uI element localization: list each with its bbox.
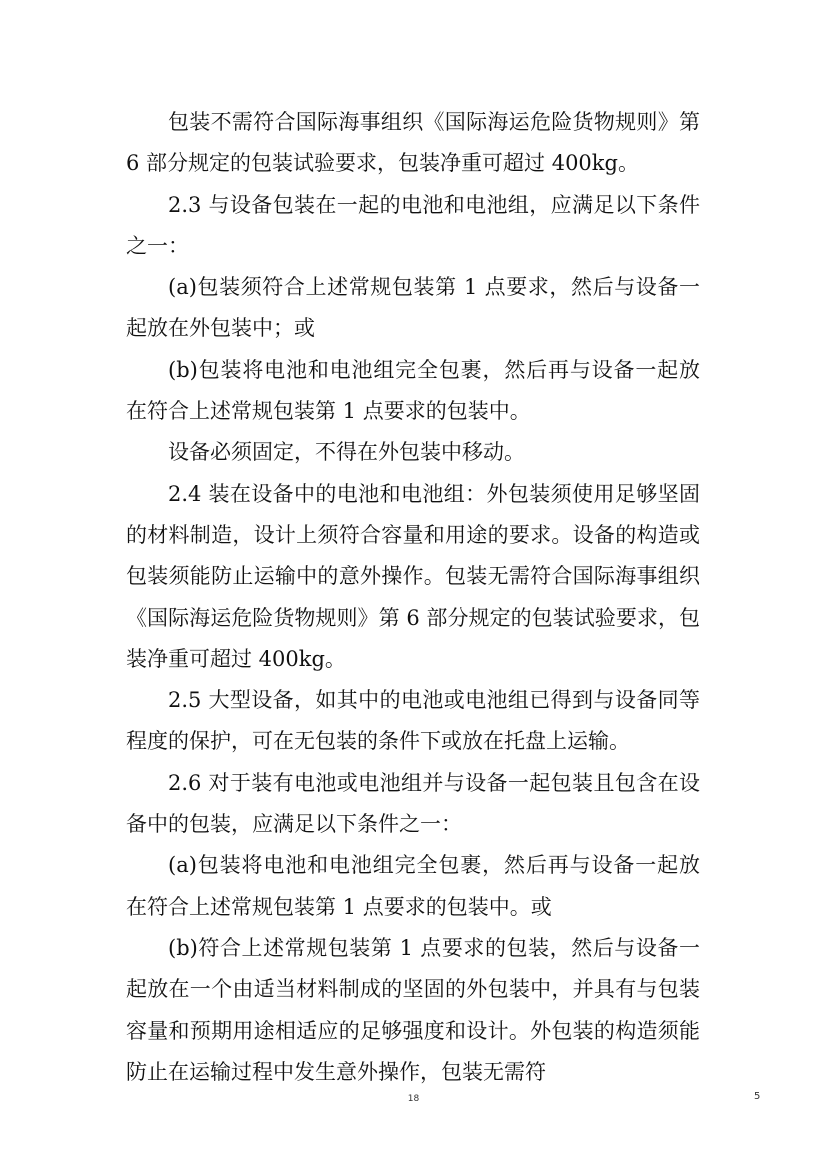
paragraph: 2.6 对于装有电池或电池组并与设备一起包装且包含在设备中的包装，应满足以下条件之一： — [126, 770, 700, 837]
paragraph: 包装不需符合国际海事组织《国际海运危险货物规则》第 6 部分规定的包装试验要求，包装净重可超过 400kg。 — [126, 110, 700, 176]
paragraph: 2.5 大型设备，如其中的电池或电池组已得到与设备同等程度的保护，可在无包装的条件下或放在托盘上运输。 — [126, 688, 700, 754]
paragraph: (b)符合上述常规包装第 1 点要求的包装，然后与设备一起放在一个由适当材料制成的坚固的外包装中，并具有与包装容量和预期用途相适应的足够强度和设计。外包装的构造须能防止在运输过程中发生意外操作，包装无需符 — [126, 935, 700, 1084]
paragraph: 2.3 与设备包装在一起的电池和电池组，应满足以下条件之一： — [126, 192, 700, 258]
document-body — [126, 102, 700, 1093]
paragraph: 2.4 装在设备中的电池和电池组：外包装须使用足够坚固的材料制造，设计上须符合容量和用途的要求。设备的构造或包装须能防止运输中的意外操作。包装无需符合国际海事组织《国际海运危险货物规则》第 6 部分规定的包装试验要求，包装净重可超过 400kg。 — [126, 481, 700, 671]
corner-page-number: 5 — [754, 1091, 761, 1102]
page-number: 18 — [407, 1094, 420, 1104]
paragraph: 设备必须固定，不得在外包装中移动。 — [168, 440, 525, 465]
paragraph: (b)包装将电池和电池组完全包裹，然后再与设备一起放在符合上述常规包装第 1 点要求的包装中。 — [126, 357, 700, 424]
paragraph: (a)包装须符合上述常规包装第 1 点要求，然后与设备一起放在外包装中；或 — [126, 275, 700, 341]
paragraph: (a)包装将电池和电池组完全包裹，然后再与设备一起放在符合上述常规包装第 1 点要求的包装中。或 — [126, 853, 700, 919]
